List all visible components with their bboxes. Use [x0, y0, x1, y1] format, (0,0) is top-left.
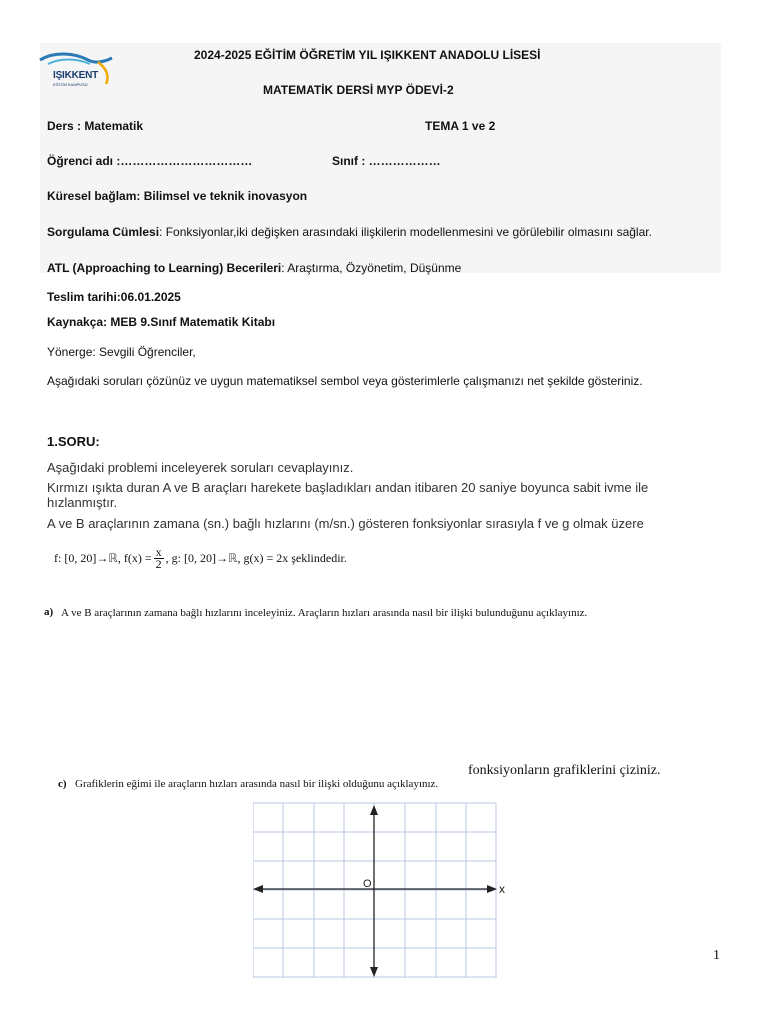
global-context: Küresel bağlam: Bilimsel ve teknik inovasyon [47, 189, 308, 203]
atl-skills [47, 261, 461, 275]
question-intro: Aşağıdaki problemi inceleyerek soruları cevaplayınız. [47, 460, 354, 475]
reference: Kaynakça: MEB 9.Sınıf Matematik Kitabı [47, 315, 276, 329]
real-set-1: ℝ [108, 551, 118, 565]
part-c-label: c) [58, 778, 67, 790]
f-eq: , f(x) = [117, 550, 152, 565]
inquiry-text: : Fonksiyonlar,iki değişken arasındaki ilişkilerin modellenmesini ve görülebilir olmasını sağlar. [159, 225, 652, 239]
question-paragraph-1: Kırmızı ışıkta duran A ve B araçları harekete başladıkları andan itibaren 20 saniye boyunca sabit ivme ile hızlanmıştır. [47, 480, 649, 510]
student-name-field: Öğrenci adı :…………………………… [47, 154, 253, 168]
part-a-text: A ve B araçlarının zamana bağlı hızlarını inceleyiniz. Araçların hızları arasında nasıl bir ilişki bulunduğunu açıklayınız. [61, 607, 588, 619]
document-subtitle: MATEMATİK DERSİ MYP ÖDEVİ-2 [263, 83, 454, 97]
inquiry-label: Sorgulama Cümlesi [47, 225, 160, 239]
logo-name: IŞIKKENT [53, 70, 99, 81]
document-title: 2024-2025 EĞİTİM ÖĞRETİM YIL IŞIKKENT ANADOLU LİSESİ [194, 48, 541, 62]
part-c-text: Grafiklerin eğimi ile araçların hızları arasında nasıl bir ilişki olduğunu açıklayınız. [75, 778, 442, 790]
instruction-greeting: Yönerge: Sevgili Öğrenciler, [47, 345, 196, 359]
g-eq: , g(x) = 2x şeklindedir. [237, 550, 347, 565]
fraction [154, 544, 164, 571]
part-b-text: fonksiyonların grafiklerini çiziniz. [468, 763, 661, 778]
instruction-text: Aşağıdaki soruları çözünüz ve uygun matematiksel sembol veya gösterimlerle çalışmanızı net şekilde gösteriniz. [47, 374, 643, 388]
arrow-2: → [215, 550, 228, 565]
logo-subtitle: EĞİTİM KAMPÜSÜ [53, 82, 88, 87]
question-paragraph-2: A ve B araçlarının zamana (sn.) bağlı hızlarını (m/sn.) gösteren fonksiyonlar sırasıyla f ve g olmak üzere [47, 516, 644, 531]
arrow-1: → [96, 550, 109, 565]
real-set-2: ℝ [227, 551, 238, 565]
course-label: Ders : Matematik [47, 119, 144, 133]
page-number: 1 [713, 948, 720, 963]
f-domain: f: [0, 20] [54, 550, 97, 565]
origin-label: O [363, 878, 372, 890]
atl-text: : Araştırma, Özyönetim, Düşünme [281, 261, 462, 275]
function-definitions [54, 544, 347, 572]
x-axis-label: x [499, 882, 505, 896]
class-field: Sınıf : ……………… [332, 154, 441, 168]
question-title: 1.SORU: [47, 434, 100, 449]
due-date: Teslim tarihi:06.01.2025 [47, 290, 181, 304]
part-a-label: a) [44, 606, 54, 618]
atl-label: ATL (Approaching to Learning) Becerileri [47, 261, 282, 275]
theme-label: TEMA 1 ve 2 [425, 119, 496, 133]
fraction-denominator: 2 [155, 556, 162, 571]
g-domain: , g: [0, 20] [165, 550, 216, 565]
coordinate-grid [253, 801, 507, 978]
fraction-numerator: x [155, 544, 162, 559]
inquiry-statement [47, 225, 652, 239]
